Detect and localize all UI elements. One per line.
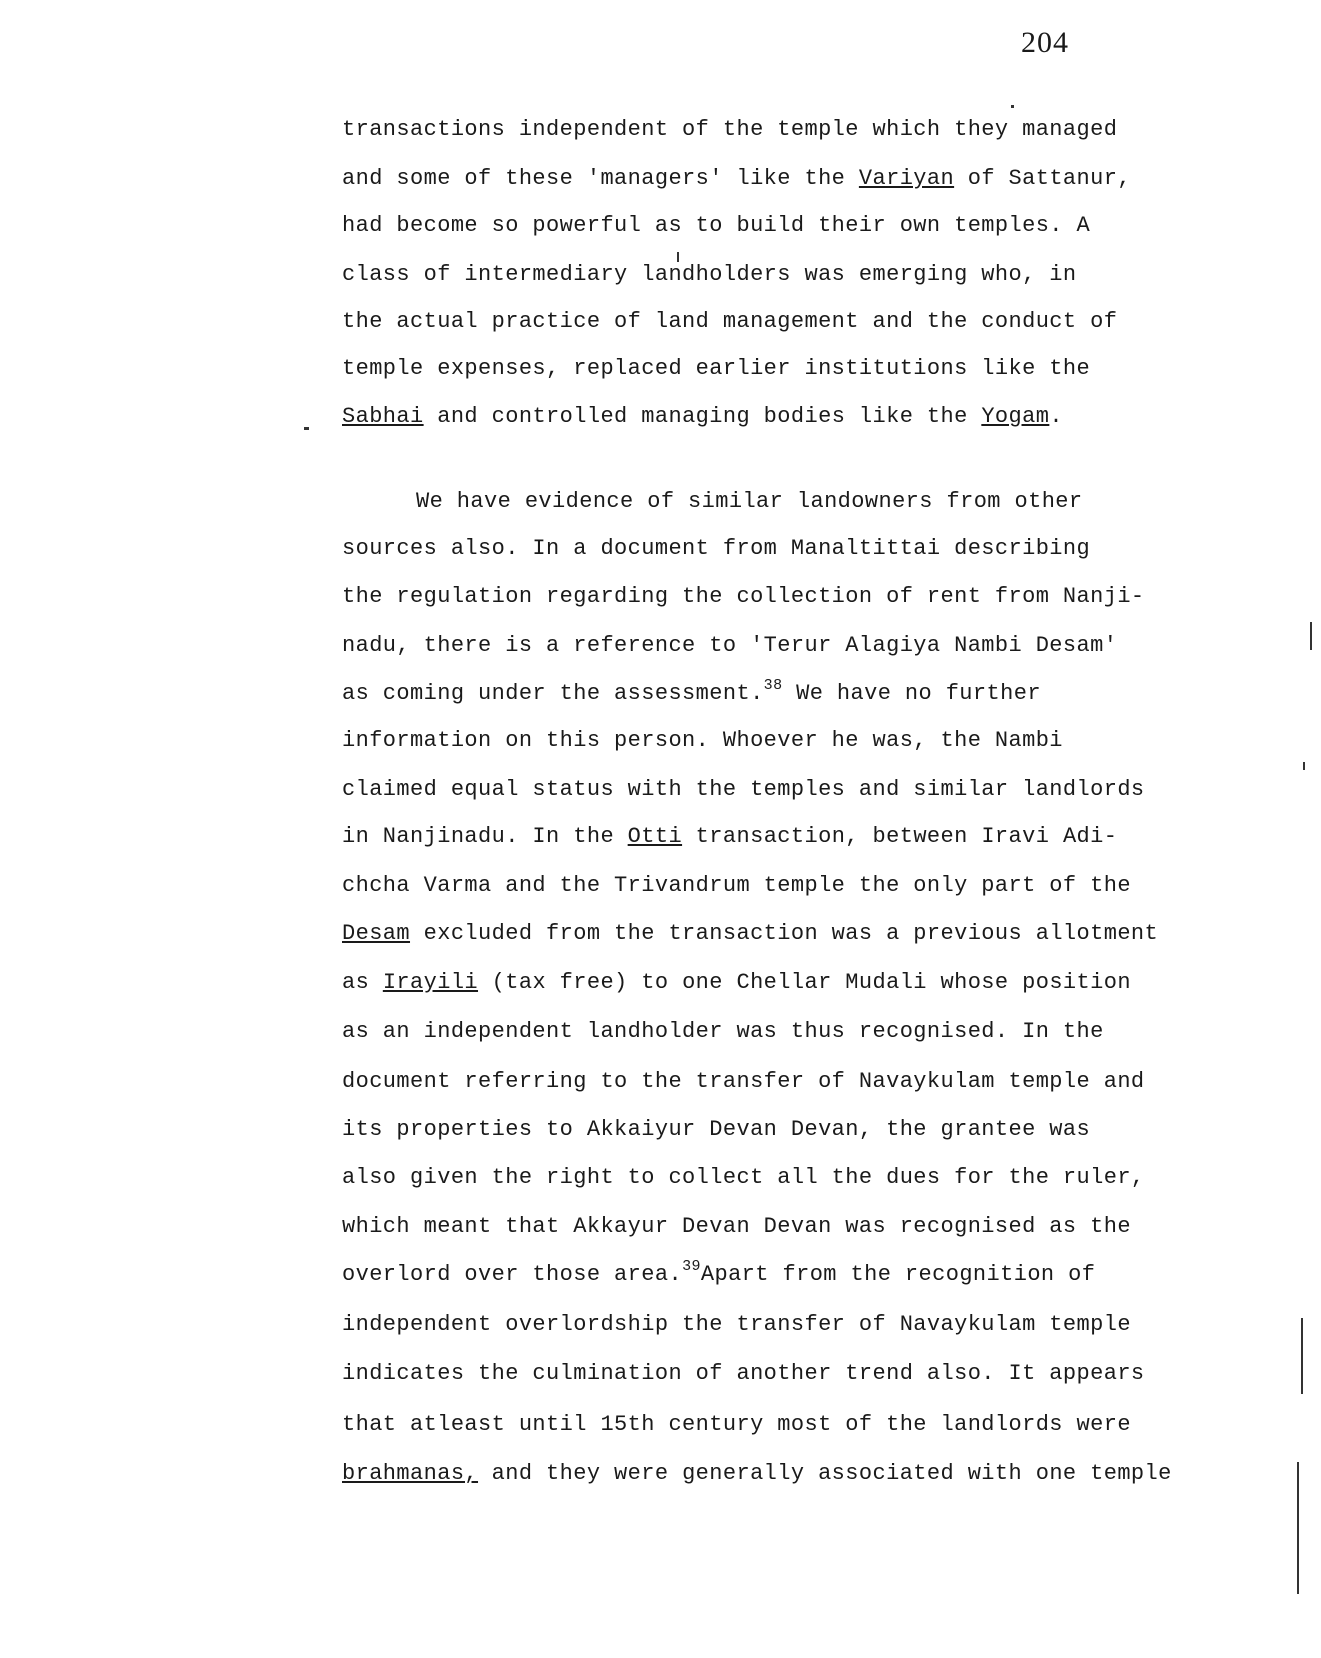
text-segment: Apart from the recognition of — [700, 1262, 1096, 1287]
scan-artifact-line — [1310, 622, 1312, 650]
text-line — [342, 921, 1158, 947]
text-line: sources also. In a document from Manaltittai describing — [342, 536, 1091, 561]
text-segment: excluded from the transaction was a previous allotment — [410, 921, 1159, 946]
text-segment: transaction, between Iravi Adi- — [682, 824, 1118, 849]
text-segment: and they were generally associated with one temple — [478, 1461, 1172, 1486]
text-segment: of Sattanur, — [954, 166, 1131, 191]
text-line: nadu, there is a reference to 'Terur Alagiya Nambi Desam' — [342, 633, 1118, 658]
scan-artifact-line — [1301, 1318, 1303, 1394]
scan-artifact-line — [1297, 1462, 1299, 1594]
underlined-term: Desam — [342, 921, 411, 946]
text-segment: as — [342, 970, 383, 995]
scan-artifact-dot — [1011, 105, 1014, 108]
text-segment: . — [1049, 404, 1063, 429]
text-segment: We have no further — [782, 681, 1041, 706]
text-line: which meant that Akkayur Devan Devan was recognised as the — [342, 1214, 1131, 1239]
text-line: claimed equal status with the temples and similar landlords — [342, 777, 1145, 802]
scan-artifact-dot — [677, 252, 679, 262]
text-line — [342, 824, 1117, 850]
text-line: the regulation regarding the collection of rent from Nanji- — [342, 584, 1145, 609]
text-line: its properties to Akkaiyur Devan Devan, the grantee was — [342, 1117, 1091, 1142]
text-segment: overlord over those area. — [342, 1262, 683, 1287]
text-line — [342, 166, 1131, 192]
text-line: indicates the culmination of another trend also. It appears — [342, 1361, 1145, 1386]
text-line: transactions independent of the temple which they managed — [342, 117, 1118, 142]
text-line: temple expenses, replaced earlier institutions like the — [342, 356, 1091, 381]
text-line: independent overlordship the transfer of Navaykulam temple — [342, 1312, 1131, 1337]
text-line: the actual practice of land management and the conduct of — [342, 309, 1118, 334]
text-segment: and some of these 'managers' like the — [342, 166, 859, 191]
text-line — [342, 404, 1063, 430]
underlined-term: Variyan — [858, 166, 955, 191]
text-line: document referring to the transfer of Navaykulam temple and — [342, 1069, 1145, 1094]
text-segment: as coming under the assessment. — [342, 681, 764, 706]
text-line — [342, 676, 1041, 707]
text-segment: in Nanjinadu. In the — [342, 824, 628, 849]
underlined-term: Sabhai — [342, 404, 424, 429]
footnote-marker: 38 — [763, 676, 783, 694]
text-line — [342, 1461, 1172, 1487]
underlined-term: Irayili — [382, 970, 479, 995]
page-number: 204 — [1021, 26, 1069, 59]
text-line: had become so powerful as to build their own temples. A — [342, 213, 1091, 238]
underlined-term: brahmanas, — [342, 1461, 479, 1486]
text-line — [342, 1257, 1096, 1288]
text-line: also given the right to collect all the dues for the ruler, — [342, 1165, 1145, 1190]
text-line: class of intermediary landholders was emerging who, in — [342, 262, 1077, 287]
scan-artifact-dot — [304, 427, 309, 430]
text-line: as an independent landholder was thus recognised. In the — [342, 1019, 1104, 1044]
text-segment: and controlled managing bodies like the — [423, 404, 982, 429]
text-line: information on this person. Whoever he was, the Nambi — [342, 728, 1063, 753]
underlined-term: Otti — [627, 824, 683, 849]
text-line: chcha Varma and the Trivandrum temple the only part of the — [342, 873, 1131, 898]
text-line — [342, 970, 1131, 996]
text-line: We have evidence of similar landowners from other — [416, 489, 1083, 514]
underlined-term: Yogam — [981, 404, 1050, 429]
text-line: that atleast until 15th century most of the landlords were — [342, 1412, 1131, 1437]
footnote-marker: 39 — [682, 1257, 701, 1275]
text-segment: (tax free) to one Chellar Mudali whose position — [478, 970, 1131, 995]
scan-artifact-dot — [1303, 762, 1305, 770]
